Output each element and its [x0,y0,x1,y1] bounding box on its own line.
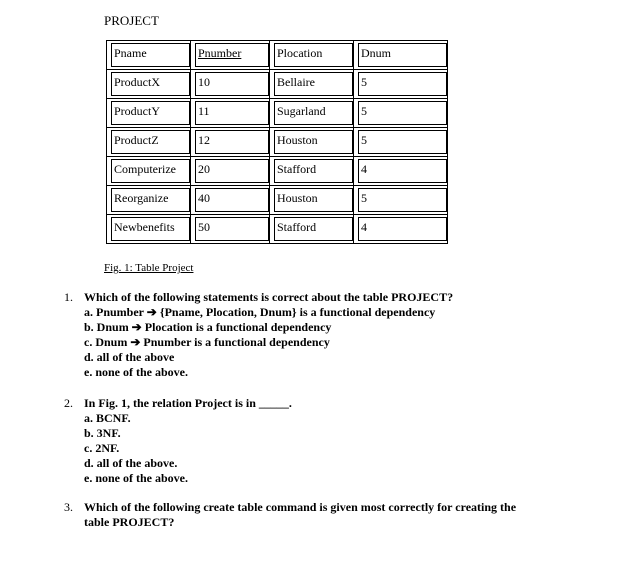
question-2 [64,396,292,486]
option: e. none of the above. [84,365,188,379]
table-cell: Houston [270,128,354,157]
table-cell: Houston [270,186,354,215]
table-cell: 20 [191,157,270,186]
table-cell: 40 [191,186,270,215]
table-cell: ProductY [107,99,191,128]
option: d. all of the above [84,350,175,364]
table-cell: Sugarland [270,99,354,128]
option: b. Dnum ➔ Plocation is a functional dependency [84,320,332,334]
table-cell: 10 [191,70,270,99]
option: d. all of the above. [84,456,178,470]
table-cell: 5 [354,70,448,99]
header-cell: Pnumber [191,41,270,70]
question-1 [64,290,453,380]
option: e. none of the above. [84,471,188,485]
table-header-row [107,41,448,70]
table-cell: 11 [191,99,270,128]
table-cell: Computerize [107,157,191,186]
question-3 [64,500,516,530]
question-text: Which of the following create table command is given most correctly for creating the [84,500,517,514]
table-cell: Stafford [270,157,354,186]
table-cell: 5 [354,99,448,128]
header-cell: Plocation [270,41,354,70]
table-cell: Reorganize [107,186,191,215]
page-title: PROJECT [104,13,159,28]
table-row [107,215,448,244]
question-number: 2. [64,396,73,410]
table-cell: 4 [354,215,448,244]
table-cell: 5 [354,128,448,157]
table-cell: ProductZ [107,128,191,157]
option: c. 2NF. [84,441,120,455]
table-row [107,99,448,128]
table-cell: Stafford [270,215,354,244]
option: c. Dnum ➔ Pnumber is a functional dependency [84,335,330,349]
table-row [107,70,448,99]
option: a. Pnumber ➔ {Pname, Plocation, Dnum} is a functional dependency [84,305,436,319]
header-cell: Dnum [354,41,448,70]
project-table [106,40,448,244]
question-number: 3. [64,500,73,514]
table-row [107,128,448,157]
table-row [107,186,448,215]
option: b. 3NF. [84,426,121,440]
table-cell: 12 [191,128,270,157]
table-cell: 5 [354,186,448,215]
table-cell: Bellaire [270,70,354,99]
question-text: In Fig. 1, the relation Project is in _____. [84,396,292,410]
table-cell: ProductX [107,70,191,99]
question-text-continued: table PROJECT? [84,515,175,529]
table-cell: 50 [191,215,270,244]
option: a. BCNF. [84,411,131,425]
header-cell: Pname [107,41,191,70]
question-number: 1. [64,290,73,304]
table-cell: Newbenefits [107,215,191,244]
table-cell: 4 [354,157,448,186]
figure-caption: Fig. 1: Table Project [104,262,194,274]
question-text: Which of the following statements is correct about the table PROJECT? [84,290,454,304]
table-row [107,157,448,186]
